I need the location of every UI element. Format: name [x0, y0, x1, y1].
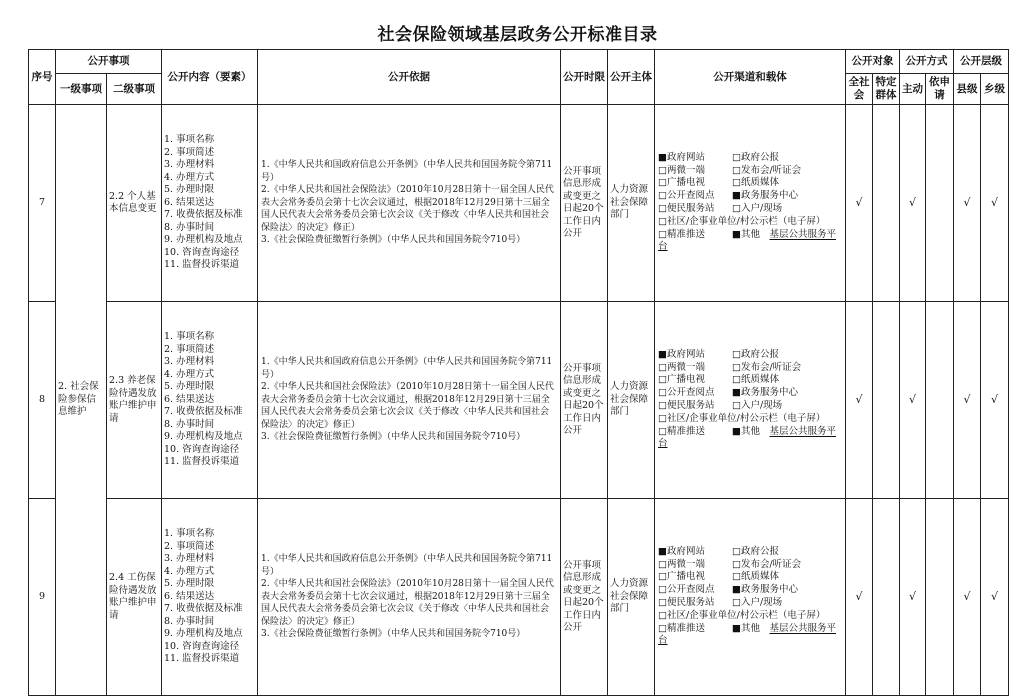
table-row [29, 105, 1009, 302]
content-item: 2. 事项简述 [164, 343, 215, 355]
mark-specific [873, 105, 900, 302]
mark-specific [873, 302, 900, 499]
mark-county: √ [954, 499, 981, 696]
basis-item: 2.《中华人民共和国社会保险法》（2010年10月28日第十一届全国人民代表大会常务委员会第十七次会议通过，根据2018年12月29日第十三届全国人民代表大会常务委员会第七次会议《关于修改〈中华人民共和国社会保险法〉的决定》修正） [261, 185, 554, 233]
cell-level2: 2.2 个人基本信息变更 [107, 105, 162, 302]
cell-basis [258, 105, 561, 302]
channel-option: □两微一端 [658, 361, 705, 373]
content-item: 10. 咨询查询途径 [164, 640, 240, 652]
cell-subject: 人力资源社会保障部门 [608, 105, 655, 302]
channel-option: □政府公报 [732, 545, 779, 557]
mark-all: √ [846, 105, 873, 302]
content-item: 2. 事项简述 [164, 540, 215, 552]
content-item: 4. 办理方式 [164, 565, 215, 577]
header-level1: 一级事项 [56, 74, 107, 105]
content-item: 11. 监督投诉渠道 [164, 456, 240, 468]
mark-all: √ [846, 499, 873, 696]
channel-option: 台 [658, 438, 668, 450]
channel-option: □社区/企事业单位/村公示栏（电子屏） [658, 412, 826, 424]
content-item: 4. 办理方式 [164, 368, 215, 380]
channel-line [658, 241, 845, 254]
channel-line [658, 152, 845, 165]
cell-subject: 人力资源社会保障部门 [608, 499, 655, 696]
catalog-table [28, 49, 1009, 696]
channel-option: □广播电视 [658, 374, 705, 386]
channel-option: □纸质媒体 [732, 571, 779, 583]
mark-active: √ [900, 105, 926, 302]
content-item: 8. 办事时间 [164, 221, 215, 233]
content-item: 6. 结果送达 [164, 393, 215, 405]
content-item: 3. 办理材料 [164, 356, 215, 368]
mark-request [926, 302, 954, 499]
content-item: 4. 办理方式 [164, 171, 215, 183]
channel-line [658, 362, 845, 375]
content-item: 8. 办事时间 [164, 418, 215, 430]
content-item: 7. 收费依据及标准 [164, 603, 243, 615]
channel-line [658, 387, 845, 400]
channel-option: □广播电视 [658, 571, 705, 583]
channel-line [658, 229, 845, 242]
cell-channel [655, 499, 846, 696]
content-item: 1. 事项名称 [164, 134, 215, 146]
channel-line [658, 597, 845, 610]
channel-option: □政府公报 [732, 151, 779, 163]
channel-line [658, 559, 845, 572]
mark-request [926, 499, 954, 696]
header-subject: 公开主体 [608, 50, 655, 105]
channel-line [658, 349, 845, 362]
content-item: 7. 收费依据及标准 [164, 209, 243, 221]
channel-line [658, 635, 845, 648]
channel-option: □广播电视 [658, 177, 705, 189]
basis-item: 1.《中华人民共和国政府信息公开条例》（中华人民共和国国务院令第711号） [261, 554, 553, 577]
page-title: 社会保险领域基层政务公开标准目录 [377, 25, 658, 45]
header-channel: 公开渠道和载体 [655, 50, 846, 105]
cell-seq: 8 [29, 302, 56, 499]
cell-level1: 2. 社会保险参保信息维护 [56, 105, 107, 696]
channel-option: □两微一端 [658, 164, 705, 176]
content-item: 6. 结果送达 [164, 196, 215, 208]
cell-subject: 人力资源社会保障部门 [608, 302, 655, 499]
channel-option: □社区/企事业单位/村公示栏（电子屏） [658, 609, 826, 621]
channel-option: ■政府网站 [658, 545, 705, 557]
channel-line [658, 426, 845, 439]
header-all-society: 全社会 [846, 74, 873, 105]
mark-active: √ [900, 499, 926, 696]
channel-option: ■政务服务中心 [732, 584, 798, 596]
content-item: 3. 办理材料 [164, 159, 215, 171]
basis-item: 3.《社会保险费征缴暂行条例》（中华人民共和国国务院令710号） [261, 235, 526, 246]
content-item: 11. 监督投诉渠道 [164, 259, 240, 271]
header-matter: 公开事项 [56, 50, 162, 74]
channel-line [658, 571, 845, 584]
content-item: 9. 办理机构及地点 [164, 234, 243, 246]
cell-content [162, 302, 258, 499]
channel-option: □入户/现场 [732, 400, 783, 411]
channel-option: □公开查阅点 [658, 387, 715, 399]
content-item: 1. 事项名称 [164, 331, 215, 343]
channel-option: □发布会/听证会 [732, 361, 802, 373]
content-item: 1. 事项名称 [164, 528, 215, 540]
mark-county: √ [954, 302, 981, 499]
channel-line [658, 584, 845, 597]
channel-option: □发布会/听证会 [732, 558, 802, 570]
channel-option: ■政府网站 [658, 348, 705, 360]
channel-line [658, 190, 845, 203]
cell-time: 公开事项信息形成或变更之日起20个工作日内公开 [561, 302, 608, 499]
channel-line [658, 546, 845, 559]
content-item: 5. 办理时限 [164, 578, 215, 590]
channel-option: □精准推送 [658, 228, 705, 240]
cell-seq: 7 [29, 105, 56, 302]
channel-option: □入户/现场 [732, 597, 783, 608]
mark-specific [873, 499, 900, 696]
content-item: 9. 办理机构及地点 [164, 431, 243, 443]
cell-basis [258, 302, 561, 499]
content-item: 2. 事项简述 [164, 146, 215, 158]
channel-line [658, 413, 845, 426]
mark-township: √ [981, 105, 1009, 302]
channel-line [658, 400, 845, 413]
mark-request [926, 105, 954, 302]
channel-line [658, 203, 845, 216]
cell-channel [655, 302, 846, 499]
cell-content [162, 499, 258, 696]
header-active: 主动 [900, 74, 926, 105]
header-basis: 公开依据 [258, 50, 561, 105]
content-item: 5. 办理时限 [164, 381, 215, 393]
header-time: 公开时限 [561, 50, 608, 105]
channel-option: □两微一端 [658, 558, 705, 570]
header-township: 乡级 [981, 74, 1009, 105]
table-row [29, 302, 1009, 499]
content-item: 10. 咨询查询途径 [164, 443, 240, 455]
channel-line [658, 623, 845, 636]
header-county: 县级 [954, 74, 981, 105]
mark-township: √ [981, 302, 1009, 499]
channel-option: □公开查阅点 [658, 190, 715, 202]
header-level: 公开层级 [954, 50, 1009, 74]
channel-option: ■其他 基层公共服务平 [732, 425, 836, 437]
cell-time: 公开事项信息形成或变更之日起20个工作日内公开 [561, 499, 608, 696]
basis-item: 2.《中华人民共和国社会保险法》（2010年10月28日第十一届全国人民代表大会常务委员会第十七次会议通过，根据2018年12月29日第十三届全国人民代表大会常务委员会第七次会议《关于修改〈中华人民共和国社会保险法〉的决定》修正） [261, 382, 554, 430]
channel-option: ■其他 基层公共服务平 [732, 622, 836, 634]
content-item: 6. 结果送达 [164, 590, 215, 602]
cell-level2: 2.3 养老保险待遇发放账户维护申请 [107, 302, 162, 499]
basis-item: 2.《中华人民共和国社会保险法》（2010年10月28日第十一届全国人民代表大会常务委员会第十七次会议通过，根据2018年12月29日第十三届全国人民代表大会常务委员会第七次会议《关于修改〈中华人民共和国社会保险法〉的决定》修正） [261, 579, 554, 627]
channel-option: □社区/企事业单位/村公示栏（电子屏） [658, 215, 826, 227]
channel-option: □精准推送 [658, 425, 705, 437]
channel-option: □发布会/听证会 [732, 164, 802, 176]
channel-option: □精准推送 [658, 622, 705, 634]
channel-option: □纸质媒体 [732, 374, 779, 386]
channel-option: □政府公报 [732, 348, 779, 360]
content-item: 3. 办理材料 [164, 553, 215, 565]
channel-option: □纸质媒体 [732, 177, 779, 189]
channel-line [658, 610, 845, 623]
channel-line [658, 374, 845, 387]
basis-item: 1.《中华人民共和国政府信息公开条例》（中华人民共和国国务院令第711号） [261, 357, 553, 380]
header-request: 依申请 [926, 74, 954, 105]
basis-item: 1.《中华人民共和国政府信息公开条例》（中华人民共和国国务院令第711号） [261, 160, 553, 183]
mark-township: √ [981, 499, 1009, 696]
content-item: 9. 办理机构及地点 [164, 628, 243, 640]
header-content: 公开内容（要素） [162, 50, 258, 105]
content-item: 10. 咨询查询途径 [164, 246, 240, 258]
table-row [29, 499, 1009, 696]
header-method: 公开方式 [900, 50, 954, 74]
channel-option: ■政府网站 [658, 151, 705, 163]
channel-option: □公开查阅点 [658, 584, 715, 596]
channel-option: ■政务服务中心 [732, 387, 798, 399]
channel-line [658, 438, 845, 451]
channel-option: ■其他 基层公共服务平 [732, 228, 836, 240]
channel-option: □入户/现场 [732, 203, 783, 214]
channel-option: 台 [658, 241, 668, 253]
header-level2: 二级事项 [107, 74, 162, 105]
header-specific: 特定群体 [873, 74, 900, 105]
cell-basis [258, 499, 561, 696]
content-item: 11. 监督投诉渠道 [164, 653, 240, 665]
channel-line [658, 216, 845, 229]
mark-county: √ [954, 105, 981, 302]
header-target: 公开对象 [846, 50, 900, 74]
channel-option: ■政务服务中心 [732, 190, 798, 202]
basis-item: 3.《社会保险费征缴暂行条例》（中华人民共和国国务院令710号） [261, 432, 526, 443]
mark-all: √ [846, 302, 873, 499]
mark-active: √ [900, 302, 926, 499]
cell-content [162, 105, 258, 302]
cell-channel [655, 105, 846, 302]
content-item: 7. 收费依据及标准 [164, 406, 243, 418]
channel-option: □便民服务站 [658, 400, 715, 411]
basis-item: 3.《社会保险费征缴暂行条例》（中华人民共和国国务院令710号） [261, 629, 526, 640]
cell-time: 公开事项信息形成或变更之日起20个工作日内公开 [561, 105, 608, 302]
channel-option: □便民服务站 [658, 597, 715, 608]
cell-level2: 2.4 工伤保险待遇发放账户维护申请 [107, 499, 162, 696]
header-seq: 序号 [29, 50, 56, 105]
content-item: 8. 办事时间 [164, 615, 215, 627]
channel-option: 台 [658, 635, 668, 647]
cell-seq: 9 [29, 499, 56, 696]
channel-option: □便民服务站 [658, 203, 715, 214]
content-item: 5. 办理时限 [164, 184, 215, 196]
channel-line [658, 165, 845, 178]
channel-line [658, 177, 845, 190]
